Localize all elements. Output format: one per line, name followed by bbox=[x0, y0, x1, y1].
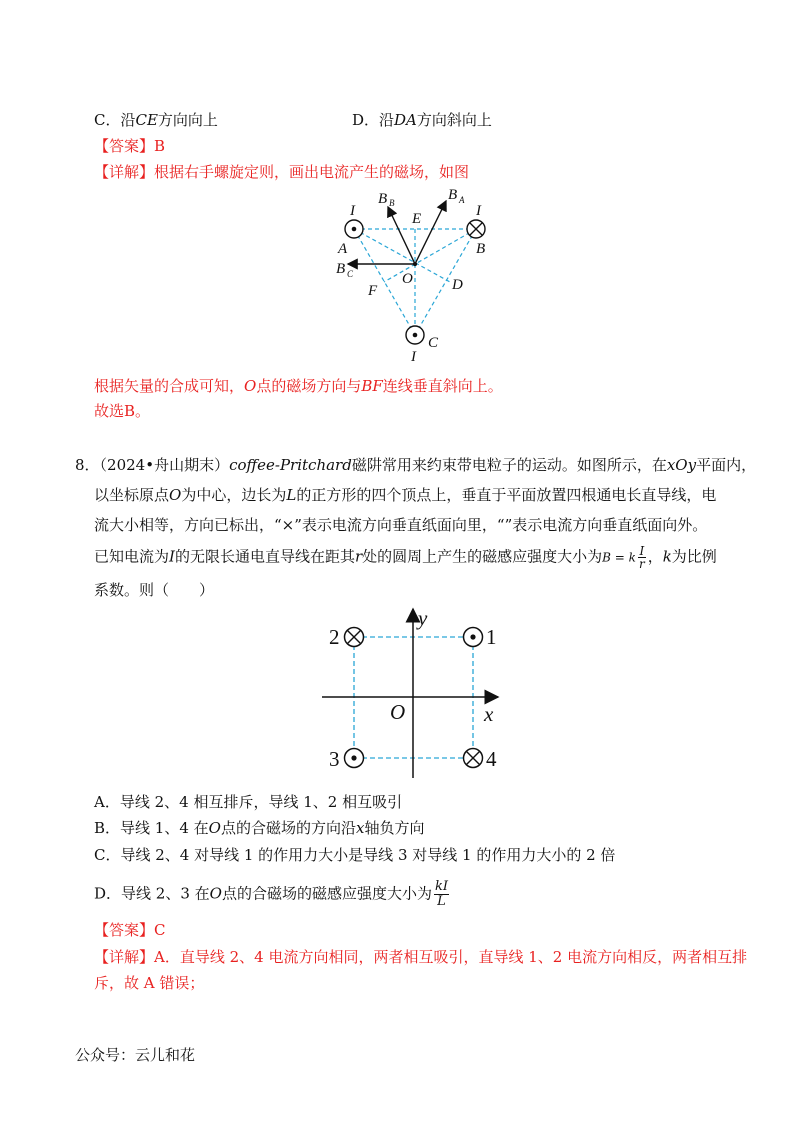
origin-label: O bbox=[390, 700, 406, 724]
axis-label-y: y bbox=[418, 606, 428, 630]
label-I-bottom: I bbox=[411, 349, 416, 365]
q8-line5: 系数。则（ ） bbox=[94, 581, 215, 599]
conclusion: 根据矢量的合成可知，O点的磁场方向与BF连线垂直斜向上。 bbox=[94, 377, 503, 395]
option-b: B．导线 1、4 在O点的合磁场的方向沿x轴负方向 bbox=[94, 819, 425, 837]
wire-label-3: 3 bbox=[329, 747, 340, 771]
answer-label: 【答案】B bbox=[94, 137, 166, 155]
label-B: B bbox=[476, 241, 486, 257]
option-d-q8: D．导线 2、3 在O点的合磁场的磁感应强度大小为 $\frac{kI}{L}$ bbox=[94, 879, 448, 909]
axis-label-x: x bbox=[484, 702, 494, 726]
label-BA: B bbox=[448, 187, 458, 203]
wire-label-2: 2 bbox=[329, 625, 340, 649]
label-BC: B bbox=[336, 261, 346, 277]
field-diagram-triangle bbox=[320, 185, 510, 365]
label-F: F bbox=[368, 283, 378, 299]
option-a: A．导线 2、4 相互排斥，导线 1、2 相互吸引 bbox=[94, 793, 403, 811]
answer-label-q8: 【答案】C bbox=[94, 921, 166, 939]
q8-line2: 以坐标原点O为中心，边长为L的正方形的四个顶点上，垂直于平面放置四根通电长直导线，电 bbox=[94, 486, 717, 504]
wire-label-4: 4 bbox=[486, 747, 497, 771]
label-I-left: I bbox=[350, 203, 355, 219]
final-choice: 故选B。 bbox=[94, 402, 151, 420]
wire-label-1: 1 bbox=[486, 625, 497, 649]
explanation-q8-line2: 斥，故 A 错误； bbox=[94, 974, 205, 992]
label-BB-sub: B bbox=[389, 198, 395, 208]
explanation-q8-line1: 【详解】A．直导线 2、4 电流方向相同，两者相互吸引，直导线 1、2 电流方向相反，两者相互排 bbox=[94, 948, 748, 966]
label-BA-sub: A bbox=[459, 195, 465, 205]
label-C: C bbox=[428, 335, 439, 351]
explanation: 【详解】根据右手螺旋定则，画出电流产生的磁场，如图 bbox=[94, 163, 470, 181]
label-BC-sub: C bbox=[347, 269, 354, 279]
label-BB: B bbox=[378, 191, 388, 207]
q8-line3: 流大小相等，方向已标出，“×”表示电流方向垂直纸面向里，“”表示电流方向垂直纸面向外。 bbox=[94, 516, 708, 534]
option-c: C．沿CE方向向上 bbox=[94, 111, 218, 129]
footer-account: 公众号：云儿和花 bbox=[75, 1046, 196, 1064]
label-D: D bbox=[452, 277, 463, 293]
option-d: D．沿DA方向斜向上 bbox=[352, 111, 492, 129]
label-A: A bbox=[338, 241, 348, 257]
label-E: E bbox=[412, 211, 422, 227]
label-I-right: I bbox=[476, 203, 481, 219]
option-c-q8: C．导线 2、4 对导线 1 的作用力大小是导线 3 对导线 1 的作用力大小的 2 倍 bbox=[94, 846, 616, 864]
label-O: O bbox=[402, 271, 413, 287]
wire-square-diagram bbox=[318, 603, 508, 785]
q8-line4: 已知电流为I的无限长通电直导线在距其r处的圆周上产生的磁感应强度大小为B = k $\frac{I}{r}$ ，k为比例 bbox=[94, 544, 717, 571]
q8-line1: 8．（2024•舟山期末）coffee-Pritchard磁阱常用来约束带电粒子的运动。如图所示，在xOy平面内， bbox=[75, 456, 757, 474]
